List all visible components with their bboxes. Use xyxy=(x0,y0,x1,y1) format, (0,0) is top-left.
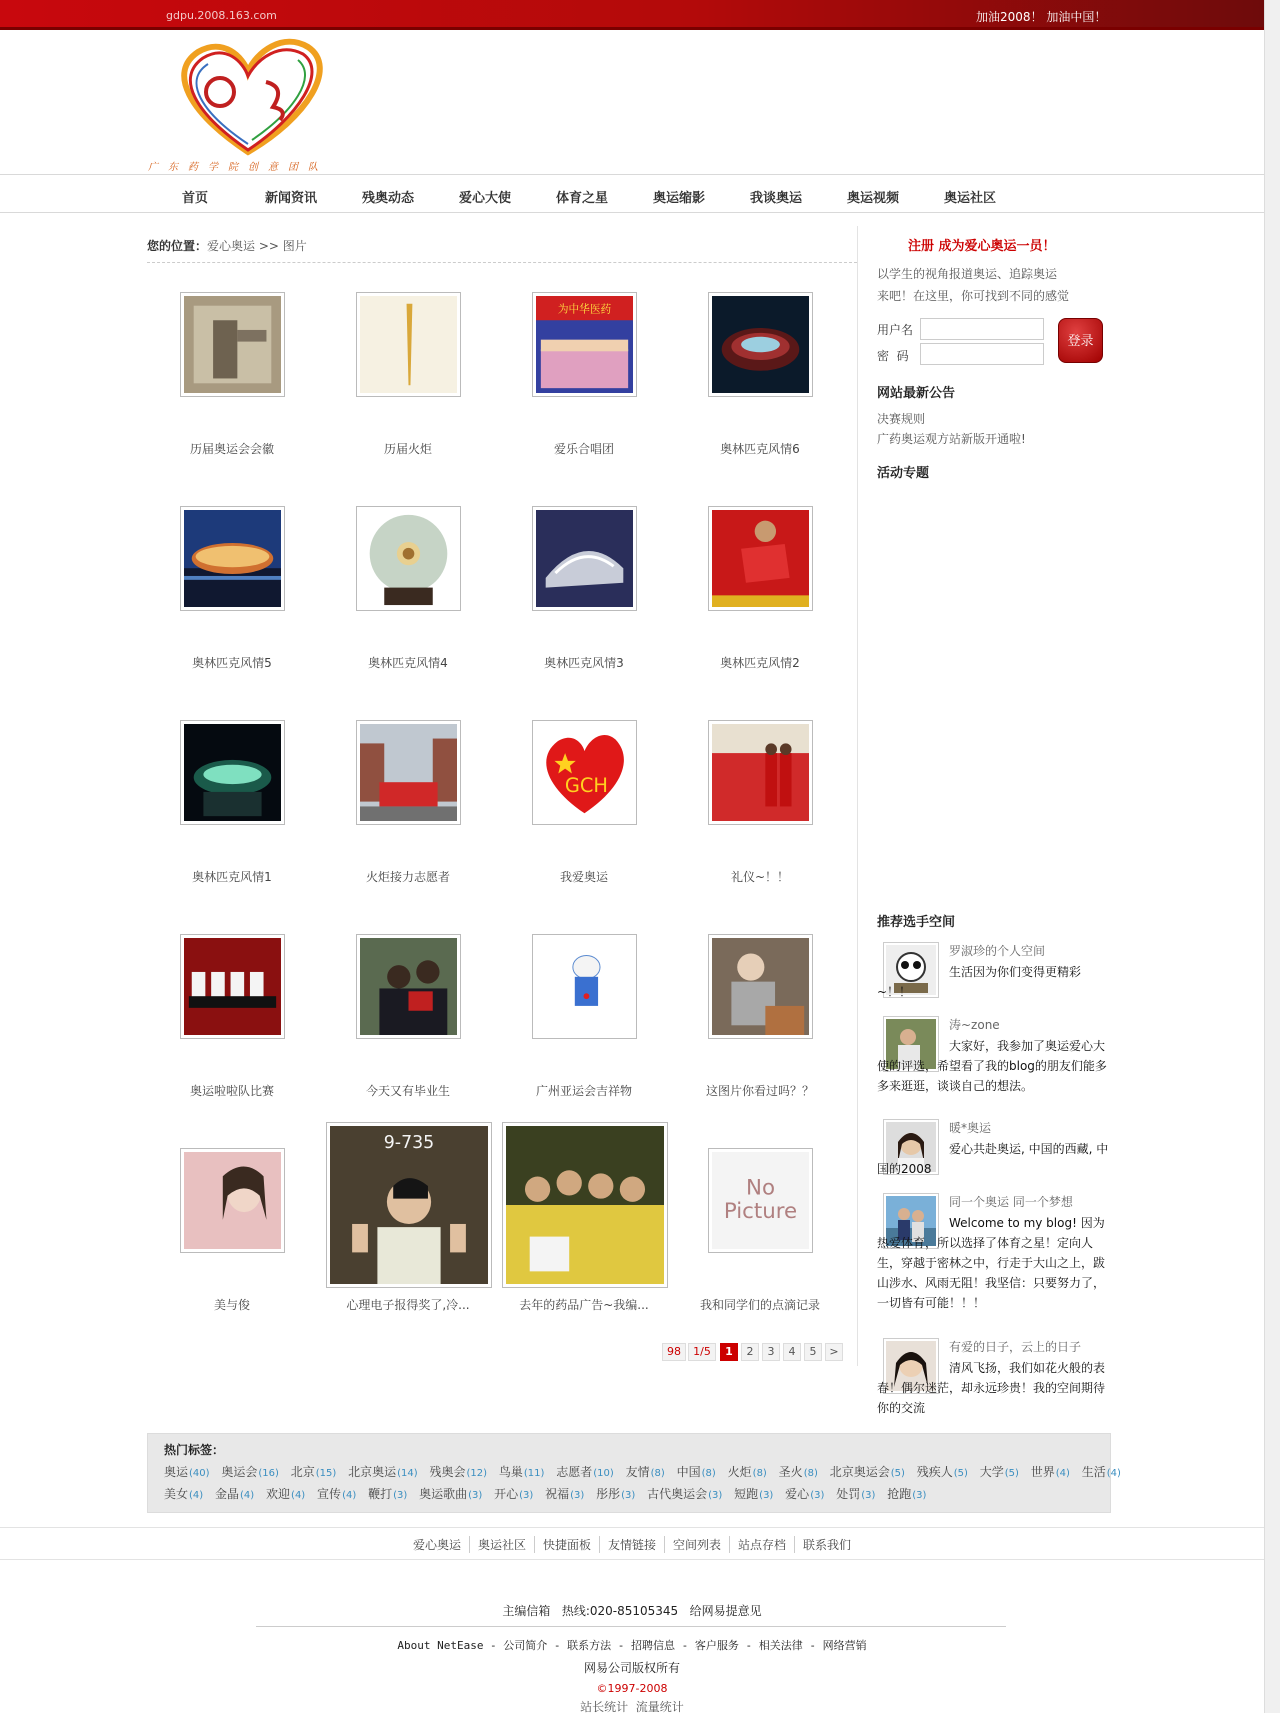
hot-tags xyxy=(147,1433,1121,1513)
thumb-image xyxy=(536,296,633,393)
thumb-have-you-seen[interactable] xyxy=(708,934,813,1039)
thumb-image xyxy=(536,938,633,1035)
pager-page-4[interactable]: 4 xyxy=(783,1343,801,1361)
thumb-choir[interactable] xyxy=(532,292,637,397)
thumb-olympic-style-4[interactable] xyxy=(356,506,461,611)
caption-olympic-style-4[interactable]: 奥林匹克风情4 xyxy=(368,656,448,670)
caption-torch-volunteers[interactable]: 火炬接力志愿者 xyxy=(365,870,450,884)
player-name[interactable]: 罗淑珍的个人空间 xyxy=(949,944,1046,958)
tag-item[interactable]: 开心(3) xyxy=(494,1487,534,1501)
footer-divider xyxy=(256,1626,1006,1627)
thumb-classmates-memories[interactable] xyxy=(708,1148,813,1253)
sidebar-intro-2: 来吧！在这里，你可找到不同的感觉 xyxy=(877,289,1070,303)
tag-item[interactable]: 爱心(3) xyxy=(785,1487,825,1501)
thumb-olympic-style-5[interactable] xyxy=(180,506,285,611)
breadcrumb xyxy=(147,237,857,263)
thumb-image xyxy=(360,296,457,393)
tag-item[interactable]: 奥运会(16) xyxy=(221,1465,279,1479)
tags-row-1 xyxy=(164,1463,1129,1480)
thumb-beauty[interactable] xyxy=(180,1148,285,1253)
footer-link[interactable]: 友情链接 xyxy=(599,1536,664,1553)
username-label: 用户名 xyxy=(877,323,914,337)
footer-links xyxy=(0,1527,1264,1560)
logo-tagline: 广东药学院创意团队 xyxy=(148,162,328,173)
thumb-olympic-emblems[interactable] xyxy=(180,292,285,397)
thumb-image xyxy=(712,938,809,1035)
pager-total: 98 xyxy=(662,1343,686,1361)
caption-torches[interactable]: 历届火炬 xyxy=(383,442,432,456)
breadcrumb-label: 您的位置： xyxy=(147,239,208,253)
login-button[interactable]: 登录 xyxy=(1058,318,1103,363)
caption-beauty[interactable]: 美与俊 xyxy=(213,1298,250,1312)
thumb-image xyxy=(360,724,457,821)
tag-item[interactable]: 生活(4) xyxy=(1081,1465,1121,1479)
caption-i-love-olympics[interactable]: 我爱奥运 xyxy=(559,870,608,884)
pager-next-button[interactable]: > xyxy=(825,1343,843,1361)
thumb-cheerleaders[interactable] xyxy=(180,934,285,1039)
no-picture-text-1: No xyxy=(745,1175,776,1201)
caption-graduates[interactable]: 今天又有毕业生 xyxy=(365,1084,450,1098)
player-desc: 生活因为你们变得更精彩~！！ xyxy=(877,965,1082,999)
pager-page-2[interactable]: 2 xyxy=(741,1343,759,1361)
notice-item[interactable]: 决赛规则 xyxy=(877,412,926,426)
tag-item[interactable]: 北京奥运会(5) xyxy=(829,1465,905,1479)
tag-item[interactable]: 处罚(3) xyxy=(836,1487,876,1501)
pager-pages: 1/5 xyxy=(688,1343,716,1361)
site-domain[interactable]: gdpu.2008.163.com xyxy=(166,9,277,22)
notice-title: 网站最新公告 xyxy=(877,386,956,401)
tag-item[interactable]: 宣传(4) xyxy=(317,1487,357,1501)
topic-title: 活动专题 xyxy=(877,466,930,481)
tag-item[interactable]: 友情(8) xyxy=(625,1465,665,1479)
no-picture-text-2: Picture xyxy=(723,1198,798,1224)
thumb-pharma-ad[interactable] xyxy=(502,1122,668,1288)
thumb-i-love-olympics[interactable] xyxy=(532,720,637,825)
site-slogan: 加油2008！ 加油中国！ xyxy=(976,10,1107,24)
register-link[interactable]: 注册 成为爱心奥运一员！ xyxy=(908,239,1056,254)
thumb-image xyxy=(536,510,633,607)
footer-link[interactable]: 爱心奥运 xyxy=(412,1538,461,1552)
tag-item[interactable]: 奥运歌曲(3) xyxy=(419,1487,483,1501)
tag-item[interactable]: 鸟巢(11) xyxy=(498,1465,545,1479)
tags-row-2 xyxy=(164,1485,934,1502)
breadcrumb-site[interactable]: 爱心奥运 xyxy=(207,239,256,253)
player-name[interactable]: 同一个奥运 同一个梦想 xyxy=(949,1195,1073,1209)
players-title: 推荐选手空间 xyxy=(877,915,956,930)
window-scrollbar[interactable] xyxy=(1264,0,1280,1713)
caption-etiquette[interactable]: 礼仪~！！ xyxy=(730,870,790,884)
tag-item[interactable]: 鞭打(3) xyxy=(368,1487,408,1501)
player-desc: 爱心共赴奥运, 中国的西藏, 中国的2008 xyxy=(877,1142,1109,1176)
thumb-photo-text: 9-735 xyxy=(383,1133,435,1154)
thumb-image xyxy=(184,296,281,393)
thumb-torch-volunteers[interactable] xyxy=(356,720,461,825)
footer-copyright-years: ©1997-2008 xyxy=(596,1682,668,1695)
tag-item[interactable]: 彤彤(3) xyxy=(596,1487,636,1501)
thumb-graduates[interactable] xyxy=(356,934,461,1039)
pager-page-1[interactable]: 1 xyxy=(720,1343,738,1361)
player-desc: 清风飞扬，我们如花火般的表春！偶尔迷茫，却永远珍贵！我的空间期待你的交流 xyxy=(877,1361,1106,1415)
breadcrumb-separator: >> xyxy=(258,239,279,253)
caption-olympic-style-2[interactable]: 奥林匹克风情2 xyxy=(720,656,800,670)
breadcrumb-current: 图片 xyxy=(282,239,307,253)
thumb-olympic-style-6[interactable] xyxy=(708,292,813,397)
thumb-image xyxy=(712,510,809,607)
thumb-olympic-style-1[interactable] xyxy=(180,720,285,825)
player-space[interactable] xyxy=(877,1119,1113,1187)
thumb-banner-text: 为中华医药 xyxy=(557,302,612,316)
tag-item[interactable]: 中国(8) xyxy=(676,1465,716,1479)
caption-olympic-style-5[interactable]: 奥林匹克风情5 xyxy=(192,656,272,670)
tag-item[interactable]: 欢迎(4) xyxy=(266,1487,306,1501)
username-input[interactable] xyxy=(920,318,1044,340)
footer-contact[interactable]: 主编信箱 热线:020-85105345 给网易提意见 xyxy=(502,1604,762,1618)
footer-link[interactable]: 联系我们 xyxy=(794,1536,859,1553)
thumb-image xyxy=(184,938,281,1035)
sidebar-intro-1: 以学生的视角报道奥运、追踪奥运 xyxy=(877,267,1058,281)
thumb-image xyxy=(712,296,809,393)
tags-title: 热门标签： xyxy=(164,1443,225,1457)
tag-item[interactable]: 美女(4) xyxy=(164,1487,204,1501)
tag-item[interactable]: 北京奥运(14) xyxy=(348,1465,418,1479)
footer-link[interactable]: 奥运社区 xyxy=(469,1536,534,1553)
main-nav xyxy=(0,174,1264,213)
footer-link[interactable]: 空间列表 xyxy=(664,1536,729,1553)
password-label: 密 码 xyxy=(877,349,909,363)
caption-olympic-style-6[interactable]: 奥林匹克风情6 xyxy=(720,442,800,456)
thumb-image xyxy=(536,724,633,821)
password-input[interactable] xyxy=(920,343,1044,365)
thumb-olympic-style-3[interactable] xyxy=(532,506,637,611)
tag-item[interactable]: 大学(5) xyxy=(979,1465,1019,1479)
nav-item-my-views[interactable]: 我谈奥运 xyxy=(750,191,803,206)
caption-olympic-style-1[interactable]: 奥林匹克风情1 xyxy=(192,870,272,884)
caption-olympic-emblems[interactable]: 历届奥运会会徽 xyxy=(189,442,274,456)
footer-link[interactable]: 快捷面板 xyxy=(534,1536,599,1553)
player-space[interactable] xyxy=(877,1016,1113,1116)
tag-item[interactable]: 短跑(3) xyxy=(734,1487,774,1501)
player-desc: Welcome to my blog! 因为热爱体育，所以选择了体育之星！定向人生，穿越于密林之中，行走于大山之上，跋山涉水、风雨无阻！我坚信：只要努力了，一切皆有可能！！！ xyxy=(877,1216,1106,1310)
player-space[interactable] xyxy=(877,1338,1113,1418)
thumb-image xyxy=(712,1152,809,1249)
tag-item[interactable]: 残疾人(5) xyxy=(916,1465,968,1479)
site-logo[interactable] xyxy=(148,32,348,172)
footer-link[interactable]: 站点存档 xyxy=(729,1536,794,1553)
tag-item[interactable]: 火炬(8) xyxy=(727,1465,767,1479)
caption-pharma-ad[interactable]: 去年的药品广告~我编... xyxy=(519,1298,649,1312)
notice-item[interactable]: 广药奥运观方站新版开通啦! xyxy=(877,432,1026,446)
caption-choir[interactable]: 爱乐合唱团 xyxy=(553,442,614,456)
player-name[interactable]: 有爱的日子，云上的日子 xyxy=(949,1340,1082,1354)
thumb-image xyxy=(330,1126,488,1284)
nav-item-olympic-snapshot[interactable]: 奥运缩影 xyxy=(653,191,706,206)
tag-item[interactable]: 残奥会(12) xyxy=(429,1465,488,1479)
nav-item-community[interactable]: 奥运社区 xyxy=(944,191,997,206)
footer-stats[interactable]: 站长统计 流量统计 xyxy=(580,1700,684,1713)
tag-item[interactable]: 北京(15) xyxy=(290,1465,337,1479)
thumb-image xyxy=(506,1126,664,1284)
nav-item-ambassador[interactable]: 爱心大使 xyxy=(459,191,512,206)
caption-asian-games-mascot[interactable]: 广州亚运会吉祥物 xyxy=(535,1084,632,1098)
nav-item-news[interactable]: 新闻资讯 xyxy=(265,191,318,206)
thumb-heart-text: GCH xyxy=(564,773,609,797)
player-desc: 大家好，我参加了奥运爱心大使的评选，希望看了我的blog的朋友们能多多来逛逛，谈谈自己的想法。 xyxy=(877,1039,1107,1093)
thumb-image xyxy=(360,510,457,607)
footer-corporate-links[interactable]: About NetEase - 公司简介 - 联系方法 - 招聘信息 - 客户服务 - 相关法律 - 网络营销 xyxy=(397,1639,867,1652)
tag-item[interactable]: 金晶(4) xyxy=(215,1487,255,1501)
caption-olympic-style-3[interactable]: 奥林匹克风情3 xyxy=(544,656,624,670)
tag-item[interactable]: 古代奥运会(3) xyxy=(647,1487,723,1501)
player-space[interactable] xyxy=(877,942,1113,1002)
caption-have-you-seen[interactable]: 这图片你看过吗？？ xyxy=(705,1084,814,1098)
pager-page-5[interactable]: 5 xyxy=(804,1343,822,1361)
thumb-olympic-style-2[interactable] xyxy=(708,506,813,611)
thumb-image xyxy=(712,724,809,821)
pager-page-3[interactable]: 3 xyxy=(762,1343,780,1361)
tag-item[interactable]: 奥运(40) xyxy=(164,1465,210,1479)
tag-item[interactable]: 祝福(3) xyxy=(545,1487,585,1501)
thumb-psychology-award[interactable] xyxy=(326,1122,492,1288)
top-bar xyxy=(0,0,1264,30)
caption-cheerleaders[interactable]: 奥运啦啦队比赛 xyxy=(189,1084,274,1098)
caption-psychology-award[interactable]: 心理电子报得奖了,冷... xyxy=(346,1298,470,1312)
column-divider xyxy=(857,226,858,1366)
tag-item[interactable]: 世界(4) xyxy=(1030,1465,1070,1479)
thumb-asian-games-mascot[interactable] xyxy=(532,934,637,1039)
player-name[interactable]: 暖*奥运 xyxy=(949,1121,992,1135)
thumb-image xyxy=(360,938,457,1035)
nav-item-paralympics[interactable]: 残奥动态 xyxy=(362,191,415,206)
tag-item[interactable]: 志愿者(10) xyxy=(556,1465,614,1479)
nav-item-sport-stars[interactable]: 体育之星 xyxy=(556,191,609,206)
tag-item[interactable]: 圣火(8) xyxy=(778,1465,818,1479)
thumb-image xyxy=(184,510,281,607)
thumb-image xyxy=(184,1152,281,1249)
footer-copyright-owner: 网易公司版权所有 xyxy=(583,1661,680,1675)
caption-classmates-memories[interactable]: 我和同学们的点滴记录 xyxy=(699,1298,820,1312)
thumb-etiquette[interactable] xyxy=(708,720,813,825)
player-name[interactable]: 涛~zone xyxy=(949,1018,1000,1032)
player-space[interactable] xyxy=(877,1193,1113,1323)
thumb-image xyxy=(184,724,281,821)
thumb-torches[interactable] xyxy=(356,292,461,397)
tag-item[interactable]: 抢跑(3) xyxy=(887,1487,927,1501)
nav-item-videos[interactable]: 奥运视频 xyxy=(847,191,900,206)
nav-item-home[interactable]: 首页 xyxy=(182,191,209,206)
